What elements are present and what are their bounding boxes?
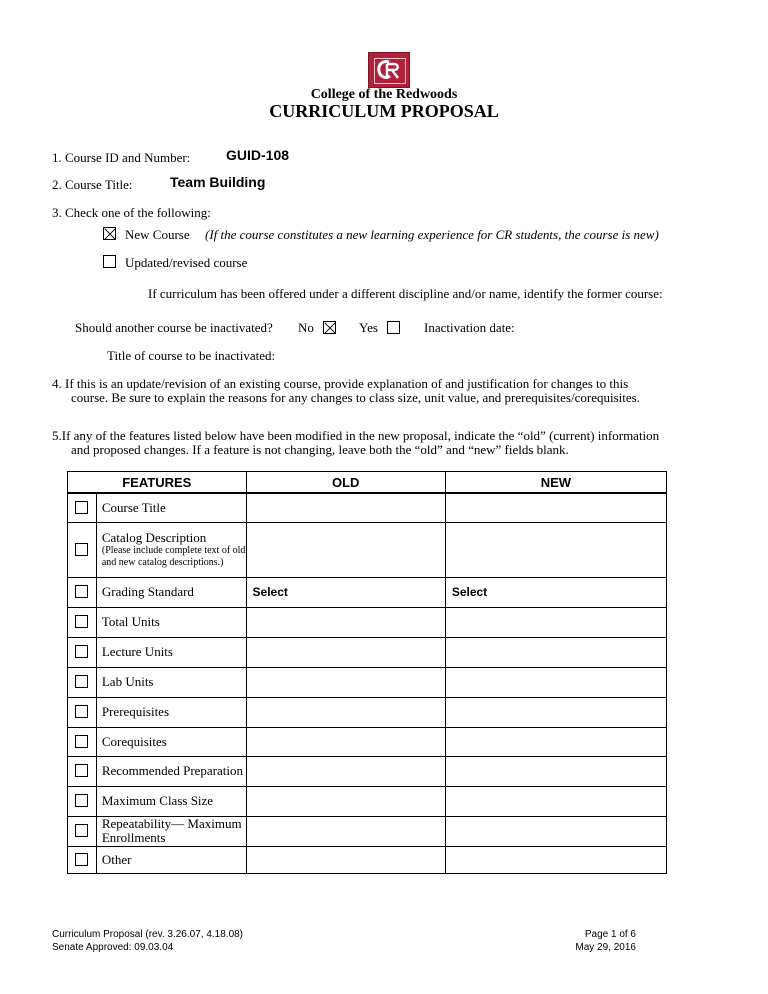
feature-label: Prerequisites [96,697,246,727]
q2-label: 2. Course Title: [52,177,133,192]
old-cell[interactable] [246,607,445,637]
footer-left [52,928,243,954]
table-row [68,697,667,727]
q5-line2: and proposed changes. If a feature is not changing, leave both the “old” and “new” fields blank. [71,442,569,457]
new-course-note: (If the course constitutes a new learning experience for CR students, the course is new) [205,227,659,242]
row-checkbox[interactable] [75,735,88,748]
row-checkbox[interactable] [75,853,88,866]
inactivate-no-label: No [298,320,314,335]
former-course-prompt: If curriculum has been offered under a different discipline and/or name, identify the former course: [148,286,663,301]
inactivate-prompt: Should another course be inactivated? [75,320,273,335]
feature-label: Lecture Units [96,637,246,667]
footer-page-number: Page 1 of 6 [584,929,636,940]
course-title-field[interactable]: Team Building [170,174,266,190]
feature-label: Total Units [96,607,246,637]
logo-cr-monogram [375,57,403,83]
old-cell[interactable] [246,727,445,756]
q4-line1: 4. If this is an update/revision of an existing course, provide explanation of and justification for changes to this [52,376,629,391]
college-logo [368,52,410,88]
inactivate-no-checkbox[interactable] [323,321,336,334]
q5-line1: 5.If any of the features listed below have been modified in the new proposal, indicate the “old” (current) information [52,428,660,443]
old-cell[interactable] [246,786,445,816]
row-checkbox[interactable] [75,543,88,556]
new-cell[interactable] [445,637,666,667]
old-cell[interactable] [246,637,445,667]
feature-label-sub: (Please include complete text of old and new catalog descriptions.) [101,544,246,568]
row-checkbox[interactable] [75,615,88,628]
old-cell[interactable] [246,697,445,727]
table-row [68,637,667,667]
new-cell[interactable] [445,756,666,786]
feature-label: Recommended Preparation [96,756,246,786]
feature-label [96,522,246,577]
row-checkbox[interactable] [75,705,88,718]
feature-label-main: Catalog Description [101,529,207,545]
footer-approved: Senate Approved: 09.03.04 [52,942,174,953]
new-cell[interactable] [445,816,666,846]
table-row [68,577,667,607]
q4-line2: course. Be sure to explain the reasons for any changes to class size, unit value, and prerequisites/corequisites. [71,390,640,405]
row-checkbox[interactable] [75,645,88,658]
row-checkbox[interactable] [75,794,88,807]
new-cell[interactable] [445,522,666,577]
table-row [68,607,667,637]
inactivate-yes-label: Yes [359,320,378,335]
table-row [68,667,667,697]
old-cell[interactable] [246,816,445,846]
new-cell[interactable] [445,846,666,873]
table-row [68,493,667,522]
table-row [68,756,667,786]
table-row [68,816,667,846]
new-course-label: New Course [125,227,190,242]
table-row [68,522,667,577]
features-table [67,471,667,874]
feature-label: Course Title [96,493,246,522]
old-cell[interactable] [246,493,445,522]
row-checkbox[interactable] [75,824,88,837]
new-cell[interactable] [445,493,666,522]
new-course-checkbox[interactable] [103,227,116,240]
inactivated-title-label: Title of course to be inactivated: [107,348,276,363]
new-cell[interactable] [445,727,666,756]
footer-revision: Curriculum Proposal (rev. 3.26.07, 4.18.08) [52,929,244,940]
updated-course-label: Updated/revised course [125,255,248,270]
new-cell[interactable] [445,667,666,697]
header-old: OLD [246,472,445,494]
row-checkbox[interactable] [75,501,88,514]
table-row [68,846,667,873]
header-features: FEATURES [68,472,247,494]
old-grading-select[interactable]: Select [246,577,445,607]
table-row [68,786,667,816]
inactivation-date-label: Inactivation date: [424,320,515,335]
old-cell[interactable] [246,522,445,577]
feature-label: Corequisites [96,727,246,756]
inactivate-yes-checkbox[interactable] [387,321,400,334]
feature-label: Grading Standard [96,577,246,607]
page-title: CURRICULUM PROPOSAL [269,101,499,121]
new-grading-select[interactable]: Select [445,577,666,607]
old-cell[interactable] [246,846,445,873]
new-cell[interactable] [445,786,666,816]
feature-label: Maximum Class Size [96,786,246,816]
row-checkbox[interactable] [75,764,88,777]
old-cell[interactable] [246,756,445,786]
new-cell[interactable] [445,697,666,727]
feature-label: Other [96,846,246,873]
footer-right [575,928,636,954]
row-checkbox[interactable] [75,585,88,598]
old-cell[interactable] [246,667,445,697]
header-new: NEW [445,472,666,494]
feature-label: Repeatability— Maximum Enrollments [96,816,246,846]
row-checkbox[interactable] [75,675,88,688]
college-name: College of the Redwoods [310,87,458,102]
footer-date: May 29, 2016 [575,942,636,953]
updated-course-checkbox[interactable] [103,255,116,268]
q1-label: 1. Course ID and Number: [52,150,191,165]
course-id-field[interactable]: GUID-108 [226,147,290,163]
q3-label: 3. Check one of the following: [52,205,211,220]
feature-label: Lab Units [96,667,246,697]
table-row [68,727,667,756]
new-cell[interactable] [445,607,666,637]
